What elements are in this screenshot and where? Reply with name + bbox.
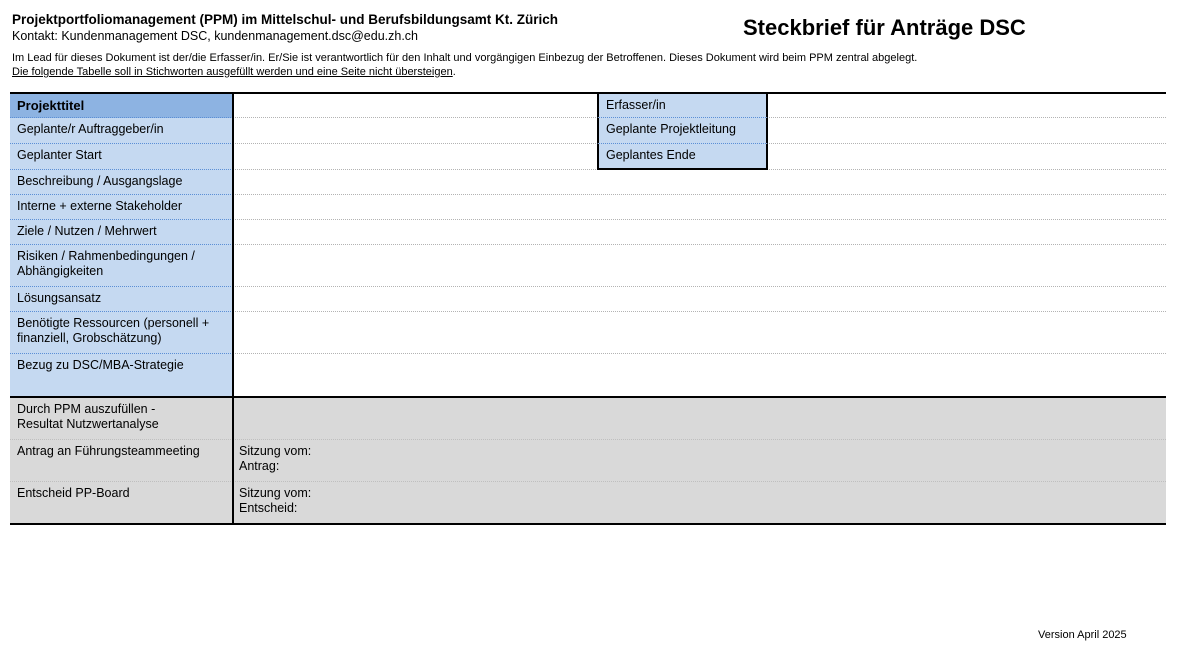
row-projekttitel <box>10 94 1166 118</box>
intro-instruction-text: Die folgende Tabelle soll in Stichworten ausgefüllt werden und eine Seite nicht übersteigen <box>12 66 453 78</box>
document-title: Steckbrief für Anträge DSC <box>743 15 1026 40</box>
input-loesung[interactable] <box>233 287 1166 312</box>
entscheid-entscheid-label: Entscheid: <box>239 501 298 515</box>
input-stakeholder[interactable] <box>233 195 1166 220</box>
antrag-sitzung-label: Sitzung vom: <box>239 444 312 458</box>
row-risiken <box>10 245 1166 287</box>
row-loesung <box>10 287 1166 312</box>
intro-text: Im Lead für dieses Dokument ist der/die Erfasser/in. Er/Sie ist verantwortlich für den Inhalt und vorgängigen Einbezug der Betroffenen. Dieses Dokument wird beim PPM zentral abgelegt. <box>12 52 918 64</box>
row-ziele <box>10 220 1166 245</box>
label-stakeholder: Interne + externe Stakeholder <box>10 195 233 220</box>
input-entscheid[interactable] <box>233 482 1166 523</box>
label-ende: Geplantes Ende <box>597 144 768 170</box>
row-stakeholder <box>10 195 1166 220</box>
label-nutzwert-line1: Durch PPM auszufüllen - <box>17 402 156 416</box>
org-title: Projektportfoliomanagement (PPM) im Mittelschul- und Berufsbildungsamt Kt. Zürich <box>12 12 559 27</box>
label-loesung: Lösungsansatz <box>10 287 233 312</box>
column-divider <box>232 94 234 523</box>
row-beschreibung <box>10 170 1166 195</box>
label-ressourcen: Benötigte Ressourcen (personell + finanziell, Grobschätzung) <box>10 312 233 354</box>
table-bottom-border <box>10 523 1166 525</box>
version-text: Version April 2025 <box>1038 629 1127 641</box>
row-bezug <box>10 354 1166 396</box>
label-projektleitung: Geplante Projektleitung <box>597 118 768 144</box>
label-bezug: Bezug zu DSC/MBA-Strategie <box>10 354 233 396</box>
label-projekttitel: Projekttitel <box>10 94 233 118</box>
row-entscheid <box>10 482 1166 523</box>
label-ziele: Ziele / Nutzen / Mehrwert <box>10 220 233 245</box>
entscheid-sitzung-label: Sitzung vom: <box>239 486 312 500</box>
intro-instruction-period: . <box>452 66 456 78</box>
label-beschreibung: Beschreibung / Ausgangslage <box>10 170 233 195</box>
intro-instruction <box>12 66 456 78</box>
input-ziele[interactable] <box>233 220 1166 245</box>
antrag-antrag-label: Antrag: <box>239 459 280 473</box>
label-risiken: Risiken / Rahmenbedingungen / Abhängigkeiten <box>10 245 233 287</box>
row-antrag <box>10 440 1166 482</box>
row-ressourcen <box>10 312 1166 354</box>
label-nutzwert-line2: Resultat Nutzwertanalyse <box>17 417 159 431</box>
input-risiken[interactable] <box>233 245 1166 287</box>
contact-line: Kontakt: Kundenmanagement DSC, kundenmanagement.dsc@edu.zh.ch <box>12 29 418 43</box>
label-auftraggeber: Geplante/r Auftraggeber/in <box>10 118 233 144</box>
row-nutzwert <box>10 398 1166 440</box>
label-start: Geplanter Start <box>10 144 233 170</box>
row-auftraggeber <box>10 118 1166 144</box>
input-antrag[interactable] <box>233 440 1166 482</box>
input-nutzwert[interactable] <box>233 398 1166 440</box>
input-ressourcen[interactable] <box>233 312 1166 354</box>
row-start <box>10 144 1166 170</box>
input-beschreibung[interactable] <box>233 170 1166 195</box>
label-nutzwert <box>10 398 233 440</box>
label-erfasser: Erfasser/in <box>597 94 768 118</box>
input-bezug[interactable] <box>233 354 1166 396</box>
label-entscheid: Entscheid PP-Board <box>10 482 233 523</box>
label-antrag: Antrag an Führungsteammeeting <box>10 440 233 482</box>
